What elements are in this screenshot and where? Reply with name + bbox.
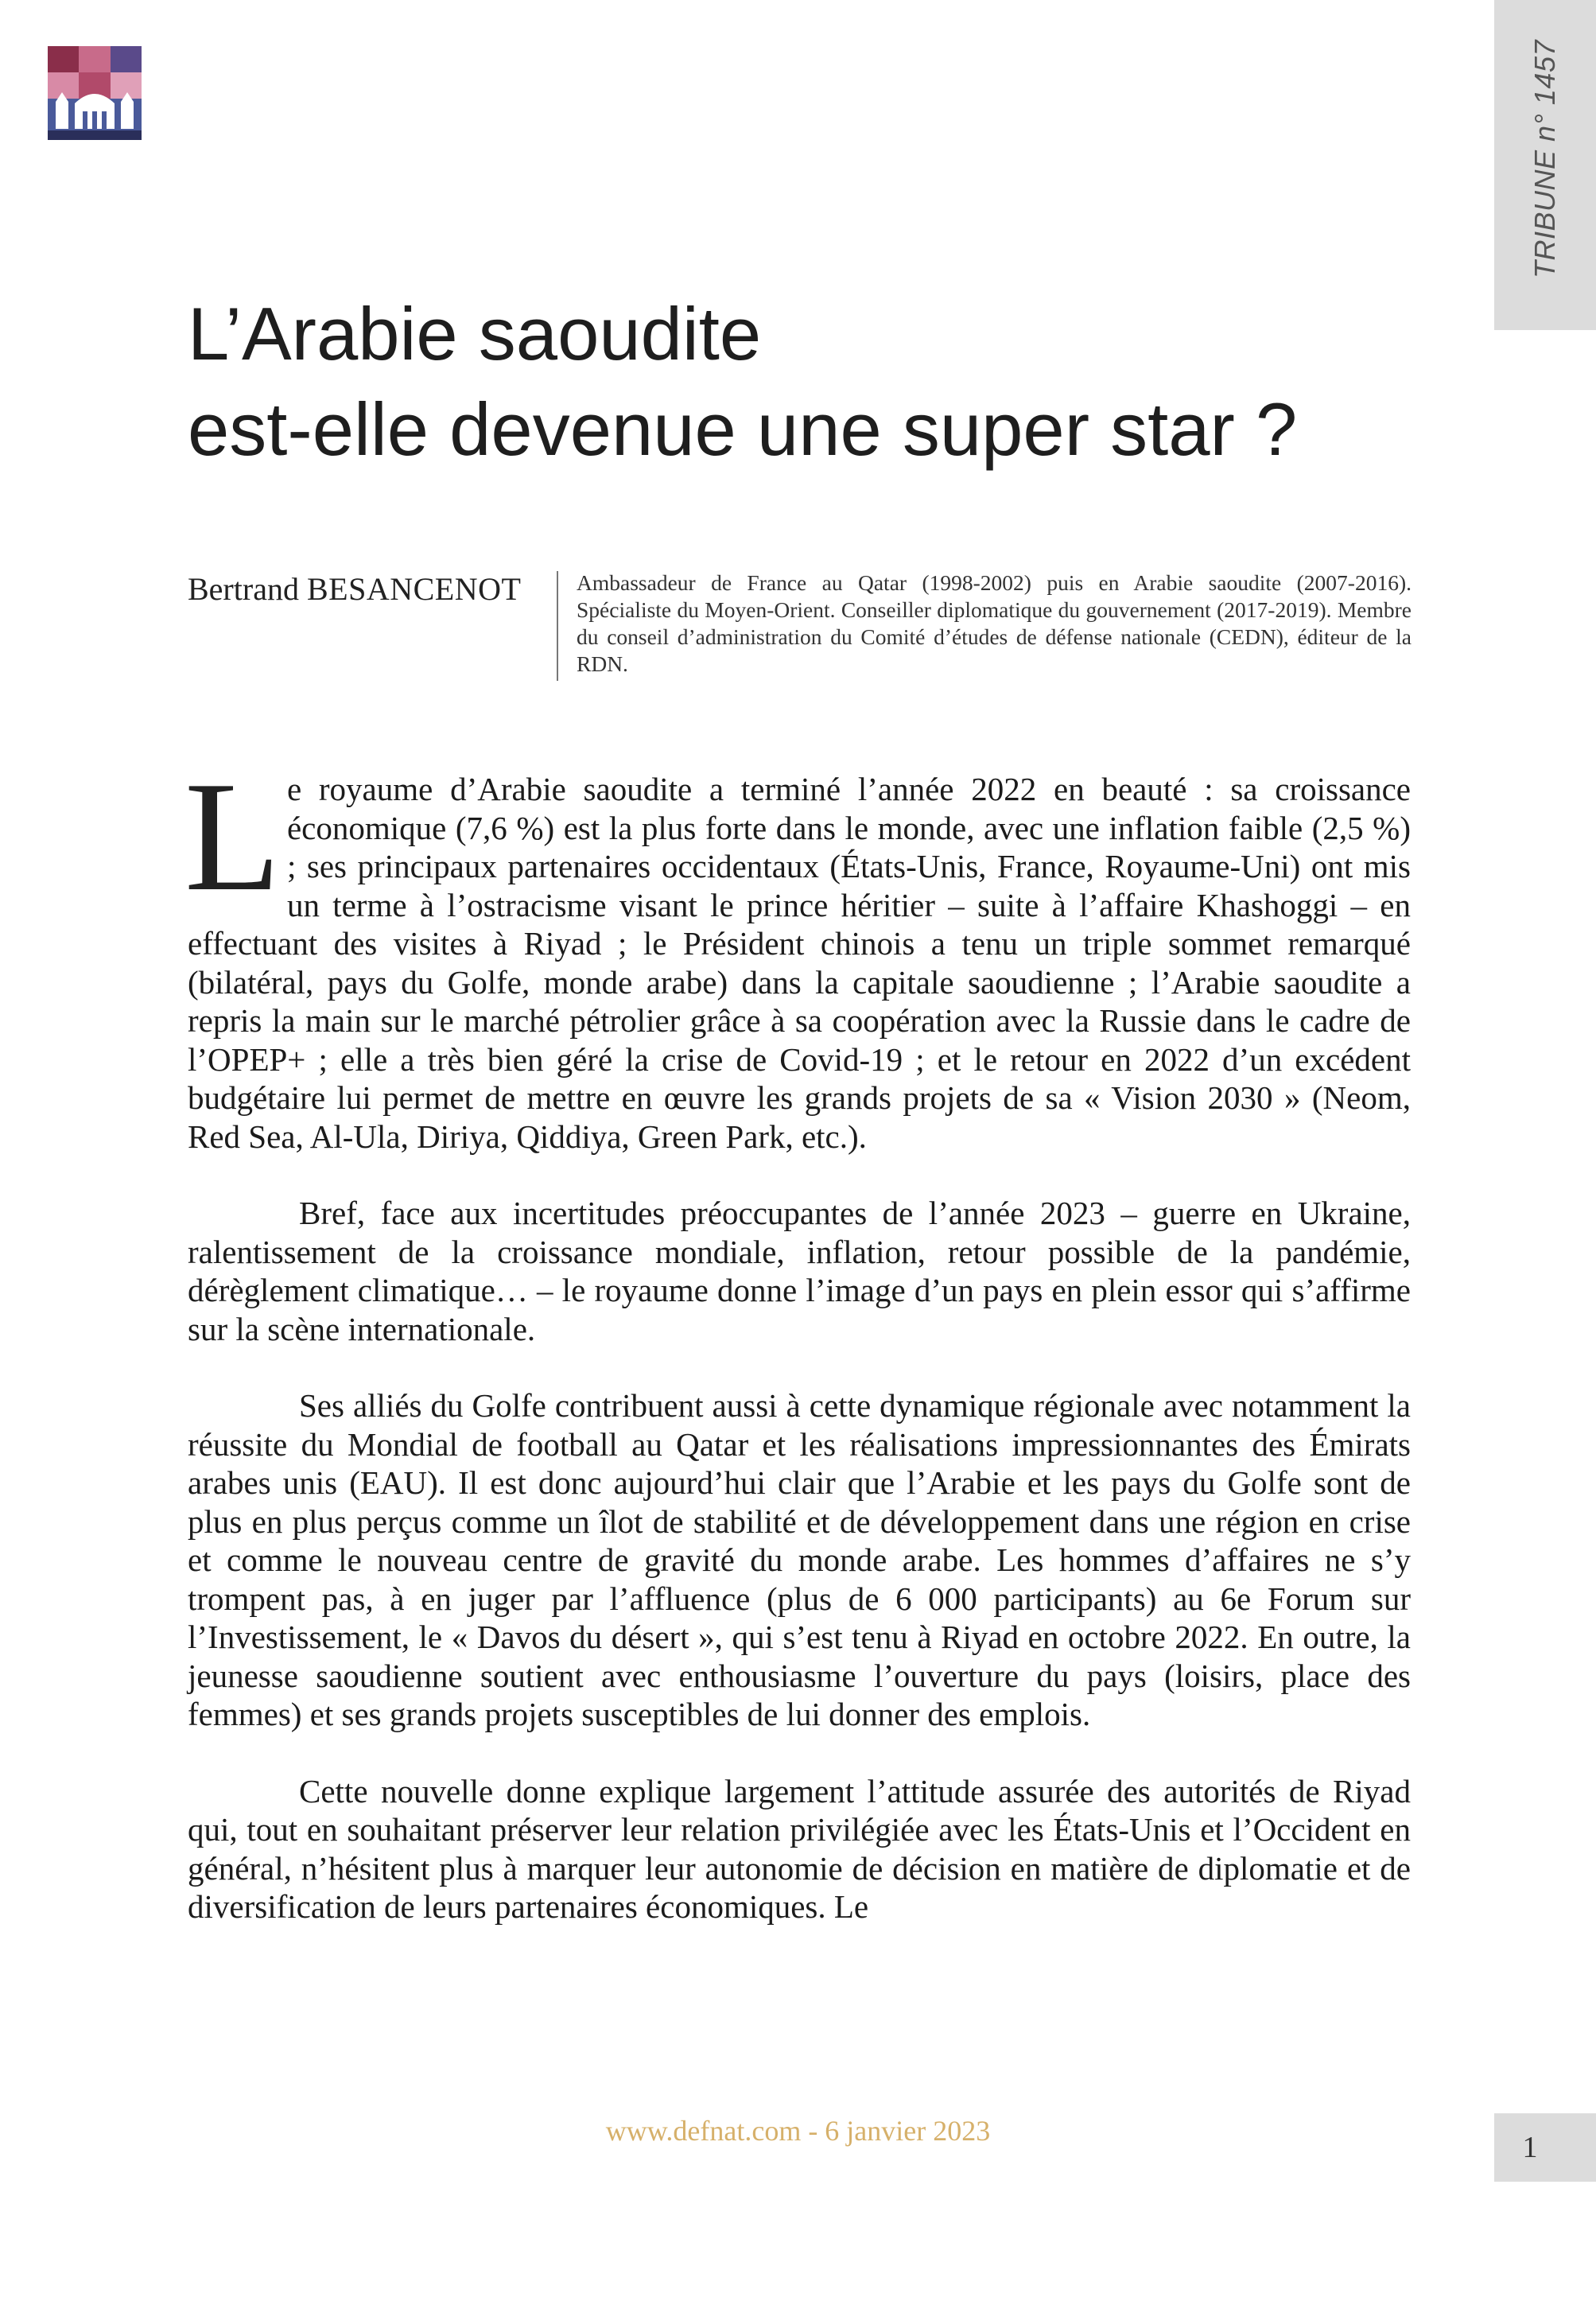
- author-first-name: Bertrand: [188, 571, 299, 607]
- publication-logo-icon: [48, 46, 142, 140]
- paragraph-2: Bref, face aux incertitudes préoccupantes de l’année 2023 – guerre en Ukraine, ralentissement de la croissance mondiale, inflation, retour possible de la pandémie, dérèglement climatique… – le royaume donne l’image d’un pays en plein essor qui s’affirme sur la scène internationale.: [188, 1195, 1411, 1347]
- paragraph-3: Ses alliés du Golfe contribuent aussi à cette dynamique régionale avec notamment la réussite du Mondial de football au Qatar et les réalisations impressionnantes des Émirats arabes unis (EAU). Il est donc aujourd’hui clair que l’Arabie et les pays du Golfe sont de plus en plus perçus comme un îlot de stabilité et de développement dans une région en crise et comme le nouveau centre de gravité du monde arabe. Les hommes d’affaires ne s’y trompent pas, à en juger par l’affluence (plus de 6 000 participants) au 6e Forum sur l’Investissement, le « Davos du désert », qui s’est tenu à Riyad en octobre 2022. En outre, la jeunesse saoudienne soutient avec enthousiasme l’ouverture du pays (loisirs, place des femmes) et ses grands projets susceptibles de lui donner des emplois.: [188, 1387, 1411, 1732]
- title-line-1: L’Arabie saoudite: [188, 292, 762, 375]
- article-title: [188, 286, 1428, 477]
- paragraph-1: [184, 749, 1411, 1156]
- series-label: TRIBUNE n° 1457: [1528, 39, 1561, 279]
- title-line-2: est-elle devenue une super star ?: [188, 387, 1298, 471]
- author-last-name: BESANCENOT: [306, 571, 522, 607]
- author-divider: [557, 571, 558, 681]
- footer-source: www.defnat.com - 6 janvier 2023: [605, 2115, 991, 2147]
- author-name: [188, 571, 521, 608]
- author-bio: Ambassadeur de France au Qatar (1998-2002) puis en Arabie saoudite (2007-2016). Spécialiste du Moyen-Orient. Conseiller diplomatique du gouvernement (2017-2019). Membre du conseil d’administration du Comité d’études de défense nationale (CEDN), éditeur de la RDN.: [577, 570, 1412, 676]
- drop-cap: L: [184, 749, 281, 923]
- article-body: [184, 749, 1411, 1965]
- paragraph-1-text: e royaume d’Arabie saoudite a terminé l’année 2022 en beauté : sa croissance économique (7,6 %) est la plus forte dans le monde, avec une inflation faible (2,5 %) ; ses principaux partenaires occidentaux (États-Unis, France, Royaume-Uni) ont mis un terme à l’ostracisme visant le prince héritier – suite à l’affaire Khashoggi – en effectuant des visites à Riyad ; le Président chinois a tenu un triple sommet remarqué (bilatéral, pays du Golfe, monde arabe) dans la capitale saoudienne ; l’Arabie saoudite a repris la main sur le marché pétrolier grâce à sa coopération avec la Russie dans le cadre de l’OPEP+ ; elle a très bien géré la crise de Covid-19 ; et le retour en 2022 d’un excédent budgétaire lui permet de mettre en œuvre les grands projets de sa « Vision 2030 » (Neom, Red Sea, Al-Ula, Diriya, Qiddiya, Green Park, etc.).: [188, 771, 1411, 1155]
- page-number: 1: [1522, 2131, 1538, 2164]
- paragraph-4: Cette nouvelle donne explique largement l’attitude assurée des autorités de Riyad qui, tout en souhaitant préserver leur relation privilégiée avec les États-Unis et l’Occident en général, n’hésitent plus à marquer leur autonomie de décision en matière de diplomatie et de diversification de leurs partenaires économiques. Le: [188, 1772, 1411, 1925]
